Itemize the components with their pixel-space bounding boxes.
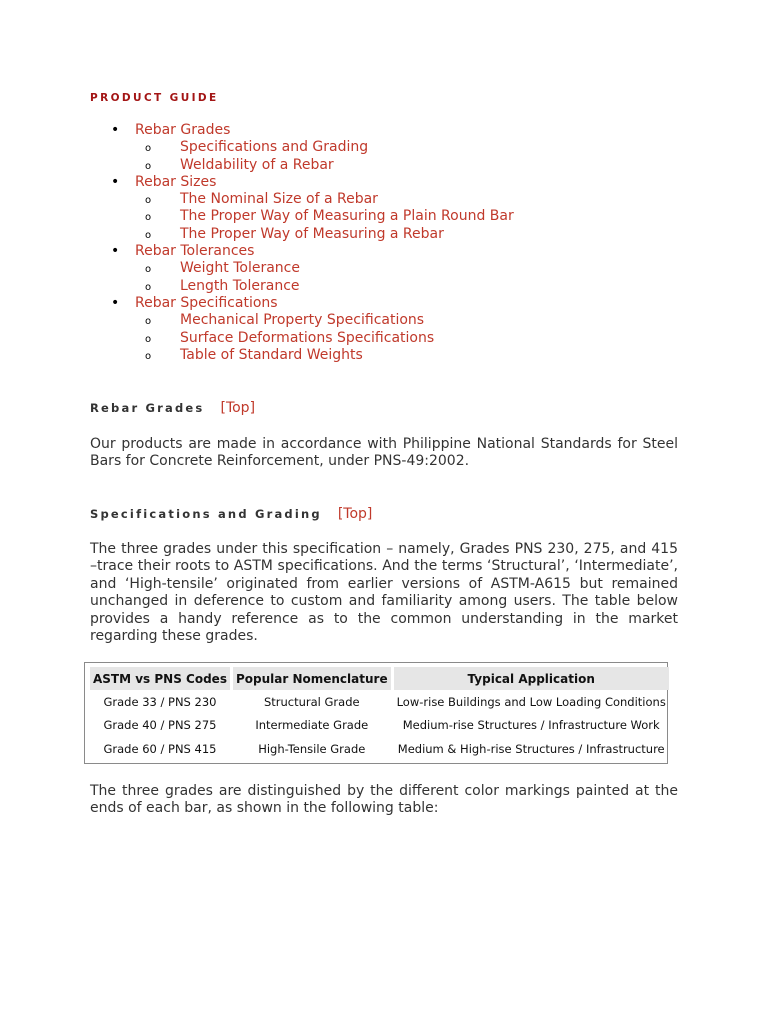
toc-item-rebar-specifications [0,295,768,364]
column-header: ASTM vs PNS Codes [90,667,230,690]
table-cell: High-Tensile Grade [258,741,366,756]
table-cell: Grade 40 / PNS 275 [103,718,217,733]
product-guide-toc [0,122,768,364]
toc-link-weight-tolerance[interactable]: Weight Tolerance [180,260,300,277]
section-heading-specifications-grading [90,506,372,522]
table-cell: Structural Grade [263,694,360,709]
top-link[interactable]: [Top] [337,506,373,522]
toc-item-rebar-tolerances [0,243,768,295]
toc-link-rebar-grades[interactable]: Rebar Grades [135,122,231,138]
toc-sublist [135,191,768,243]
toc-item-rebar-sizes [0,174,768,243]
toc-subitem [135,139,768,156]
toc-link-surface-deformations[interactable]: Surface Deformations Specifications [180,329,435,346]
table-cell: Medium-rise Structures / Infrastructure Work [402,718,660,733]
toc-link-rebar-tolerances[interactable]: Rebar Tolerances [135,243,255,260]
column-header: Typical Application [394,667,669,690]
grades-table [87,667,672,761]
toc-link-weldability[interactable]: Weldability of a Rebar [180,156,334,173]
specifications-grading-paragraph: The three grades under this specification – namely, Grades PNS 230, 275, and 415 –trace their roots to ASTM specifications. And the terms ‘Structural’, ‘Intermediate’, and ‘High-tensile’ originated from earlier versions of ASTM-A615 but remained unchanged in deference to custom and familiarity among users. The table below provides a handy reference as to the common understanding in the market regarding these grades. [90,541,678,645]
toc-subitem [135,347,768,364]
closing-paragraph: The three grades are distinguished by the different color markings painted at the ends of each bar, as shown in the following table: [90,783,678,817]
table-cell: Grade 60 / PNS 415 [103,741,217,756]
section-heading-rebar-grades [90,400,255,416]
top-link[interactable]: [Top] [220,400,256,416]
table-row [90,737,669,761]
toc-sublist [135,312,768,364]
toc-item-rebar-grades [0,122,768,174]
toc-subitem [135,226,768,243]
toc-link-standard-weights[interactable]: Table of Standard Weights [180,346,363,363]
table-cell: Low-rise Buildings and Low Loading Conditions [396,694,666,709]
toc-sublist [135,139,768,174]
toc-subitem [135,208,768,225]
toc-subitem [135,157,768,174]
table-cell: Grade 33 / PNS 230 [103,694,217,709]
toc-subitem [135,312,768,329]
grades-table-container [84,662,668,764]
toc-link-rebar-specifications[interactable]: Rebar Specifications [135,294,278,311]
toc-subitem [135,260,768,277]
section-heading-text: Specifications and Grading [90,507,322,521]
toc-subitem [135,191,768,208]
table-row [90,714,669,738]
toc-link-specifications-grading[interactable]: Specifications and Grading [180,139,369,156]
toc-subitem [135,330,768,347]
toc-link-measuring-rebar[interactable]: The Proper Way of Measuring a Rebar [180,225,444,242]
toc-link-mechanical-property[interactable]: Mechanical Property Specifications [180,312,425,329]
toc-subitem [135,278,768,295]
table-cell: Intermediate Grade [255,718,369,733]
table-header-row [90,667,669,690]
rebar-grades-paragraph: Our products are made in accordance with Philippine National Standards for Steel Bars for Concrete Reinforcement, under PNS-49:2002. [90,436,678,470]
toc-link-nominal-size[interactable]: The Nominal Size of a Rebar [180,191,378,208]
table-cell: Medium & High-rise Structures / Infrastructure [397,741,665,756]
table-row [90,690,669,714]
column-header: Popular Nomenclature [233,667,391,690]
toc-link-length-tolerance[interactable]: Length Tolerance [180,277,300,294]
section-heading-text: Rebar Grades [90,401,205,415]
toc-sublist [135,260,768,295]
product-guide-title: PRODUCT GUIDE [90,92,219,104]
toc-link-measuring-plain-round-bar[interactable]: The Proper Way of Measuring a Plain Round Bar [180,208,514,225]
toc-link-rebar-sizes[interactable]: Rebar Sizes [135,173,217,190]
